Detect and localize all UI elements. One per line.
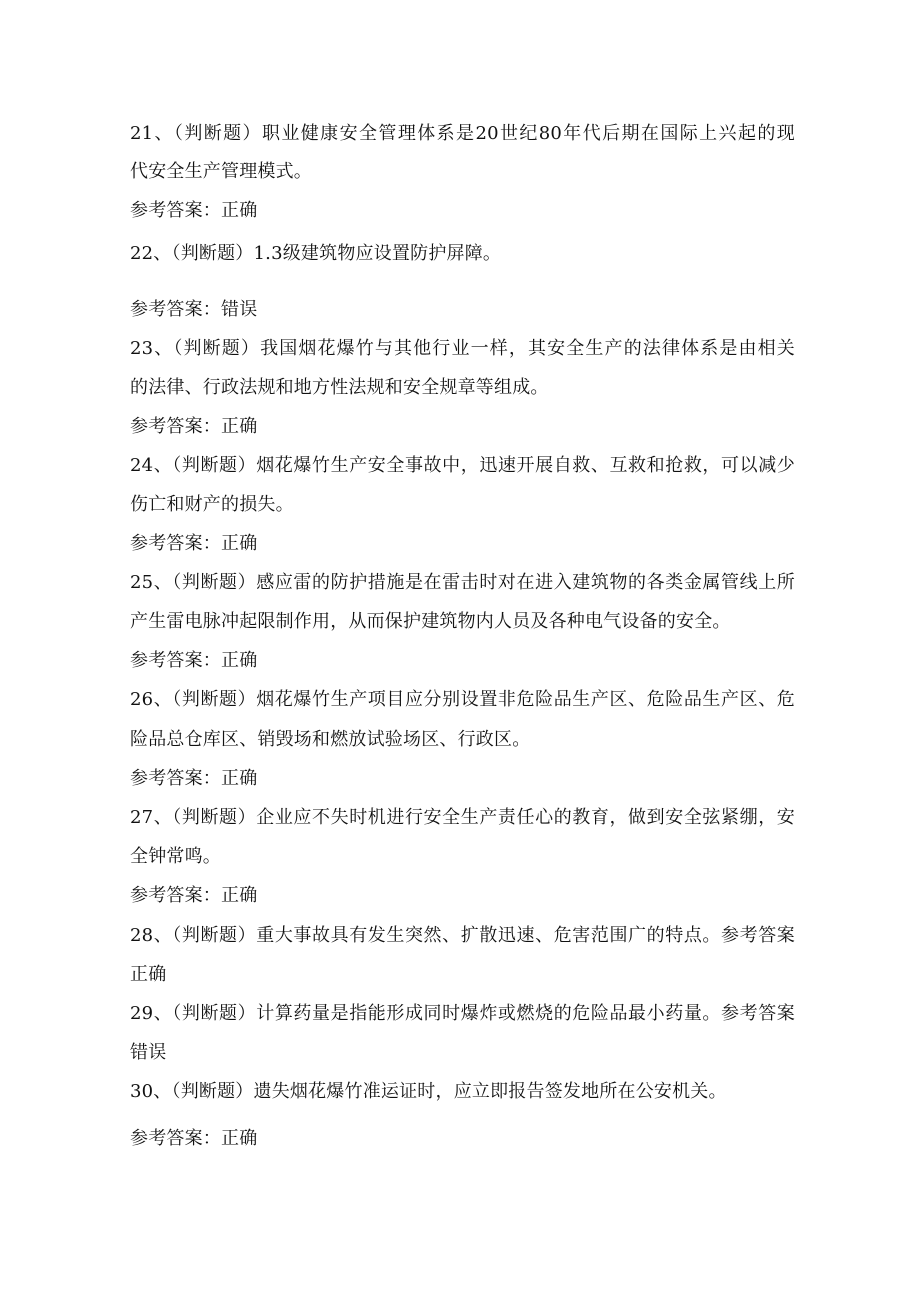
question-22-answer: 参考答案：错误 [130, 299, 258, 320]
question-23-answer: 参考答案：正确 [130, 416, 258, 437]
question-24-line-2: 伤亡和财产的损失。 [130, 494, 294, 515]
question-25-line-1: 25、（判断题）感应雷的防护措施是在雷击时对在进入建筑物的各类金属管线上所 [130, 572, 795, 593]
question-23-line-2: 的法律、行政法规和地方性法规和安全规章等组成。 [130, 377, 549, 398]
question-21-answer: 参考答案：正确 [130, 200, 258, 221]
question-25-line-2: 产生雷电脉冲起限制作用，从而保护建筑物内人员及各种电气设备的安全。 [130, 611, 731, 632]
question-27-line-1: 27、（判断题）企业应不失时机进行安全生产责任心的教育，做到安全弦紧绷，安 [130, 807, 795, 828]
question-22-line-1: 22、（判断题）1.3级建筑物应设置防护屏障。 [130, 243, 502, 264]
question-23-line-1: 23、（判断题）我国烟花爆竹与其他行业一样，其安全生产的法律体系是由相关 [130, 338, 795, 359]
question-21-line-2: 代安全生产管理模式。 [130, 161, 312, 182]
question-26-line-2: 险品总仓库区、销毁场和燃放试验场区、行政区。 [130, 729, 531, 750]
question-29-line-2: 错误 [130, 1042, 167, 1063]
question-28-line-2: 正确 [130, 964, 167, 985]
question-26-line-1: 26、（判断题）烟花爆竹生产项目应分别设置非危险品生产区、危险品生产区、危 [130, 689, 795, 710]
question-24-answer: 参考答案：正确 [130, 533, 258, 554]
question-29-line-1: 29、（判断题）计算药量是指能形成同时爆炸或燃烧的危险品最小药量。参考答案 [130, 1003, 795, 1024]
question-24-line-1: 24、（判断题）烟花爆竹生产安全事故中，迅速开展自救、互救和抢救，可以减少 [130, 455, 795, 476]
question-30-answer: 参考答案：正确 [130, 1128, 258, 1149]
question-26-answer: 参考答案：正确 [130, 768, 258, 789]
question-25-answer: 参考答案：正确 [130, 650, 258, 671]
question-21-line-1: 21、（判断题）职业健康安全管理体系是20世纪80年代后期在国际上兴起的现 [130, 123, 795, 144]
question-27-line-2: 全钟常鸣。 [130, 846, 221, 867]
question-27-answer: 参考答案：正确 [130, 885, 258, 906]
question-28-line-1: 28、（判断题）重大事故具有发生突然、扩散迅速、危害范围广的特点。参考答案 [130, 925, 795, 946]
question-30-line-1: 30、（判断题）遗失烟花爆竹准运证时，应立即报告签发地所在公安机关。 [130, 1081, 727, 1102]
